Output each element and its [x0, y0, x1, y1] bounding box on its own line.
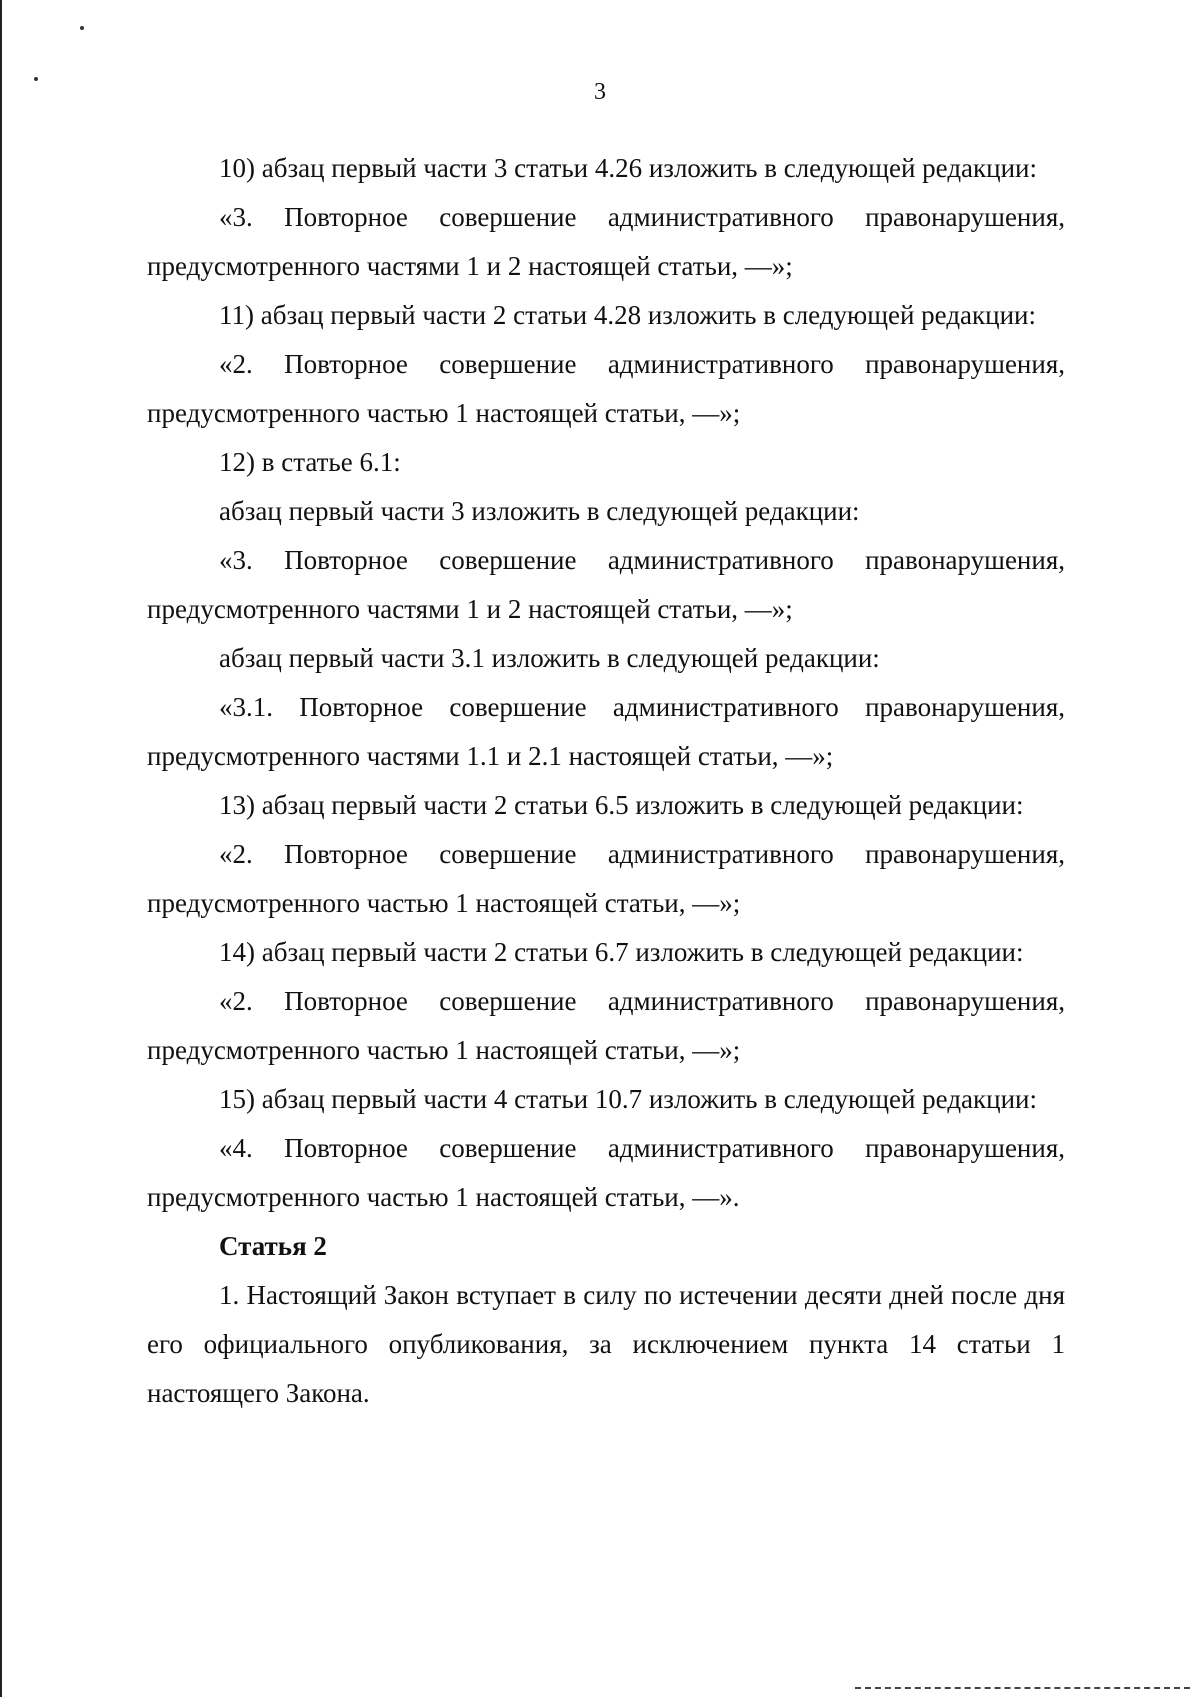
paragraph: «3. Повторное совершение административного правонарушения, предусмотренного частями 1 и 2 настоящей статьи, —»; [147, 545, 1065, 624]
scan-speck [80, 26, 84, 30]
paragraph: «3. Повторное совершение административного правонарушения, предусмотренного частями 1 и 2 настоящей статьи, —»; [147, 202, 1065, 281]
article-heading: Статья 2 [219, 1231, 327, 1261]
paragraph: 11) абзац первый части 2 статьи 4.28 изложить в следующей редакции: [219, 300, 1037, 330]
scan-left-edge [0, 0, 2, 1697]
paragraph: «4. Повторное совершение административного правонарушения, предусмотренного частью 1 настоящей статьи, —». [147, 1133, 1065, 1212]
paragraph: 10) абзац первый части 3 статьи 4.26 изложить в следующей редакции: [219, 153, 1038, 183]
paragraph: 13) абзац первый части 2 статьи 6.5 изложить в следующей редакции: [219, 790, 1024, 820]
paragraph: абзац первый части 3.1 изложить в следующей редакции: [219, 643, 880, 673]
paragraph: абзац первый части 3 изложить в следующей редакции: [219, 496, 860, 526]
scan-bottom-dashes [855, 1687, 1190, 1689]
page-number: 3 [594, 79, 606, 105]
paragraph: 12) в статье 6.1: [219, 447, 401, 477]
paragraph: 14) абзац первый части 2 статьи 6.7 изложить в следующей редакции: [219, 937, 1024, 967]
document-body [147, 144, 1065, 1418]
paragraph: 15) абзац первый части 4 статьи 10.7 изложить в следующей редакции: [219, 1084, 1038, 1114]
paragraph: «2. Повторное совершение административного правонарушения, предусмотренного частью 1 настоящей статьи, —»; [147, 986, 1065, 1065]
article-paragraph: 1. Настоящий Закон вступает в силу по истечении десяти дней после дня его официального опубликования, за исключением пункта 14 статьи 1 настоящего Закона. [147, 1280, 1065, 1408]
paragraph: «2. Повторное совершение административного правонарушения, предусмотренного частью 1 настоящей статьи, —»; [147, 839, 1065, 918]
paragraph: «3.1. Повторное совершение административного правонарушения, предусмотренного частями 1.1 и 2.1 настоящей статьи, —»; [147, 692, 1065, 771]
paragraph: «2. Повторное совершение административного правонарушения, предусмотренного частью 1 настоящей статьи, —»; [147, 349, 1065, 428]
